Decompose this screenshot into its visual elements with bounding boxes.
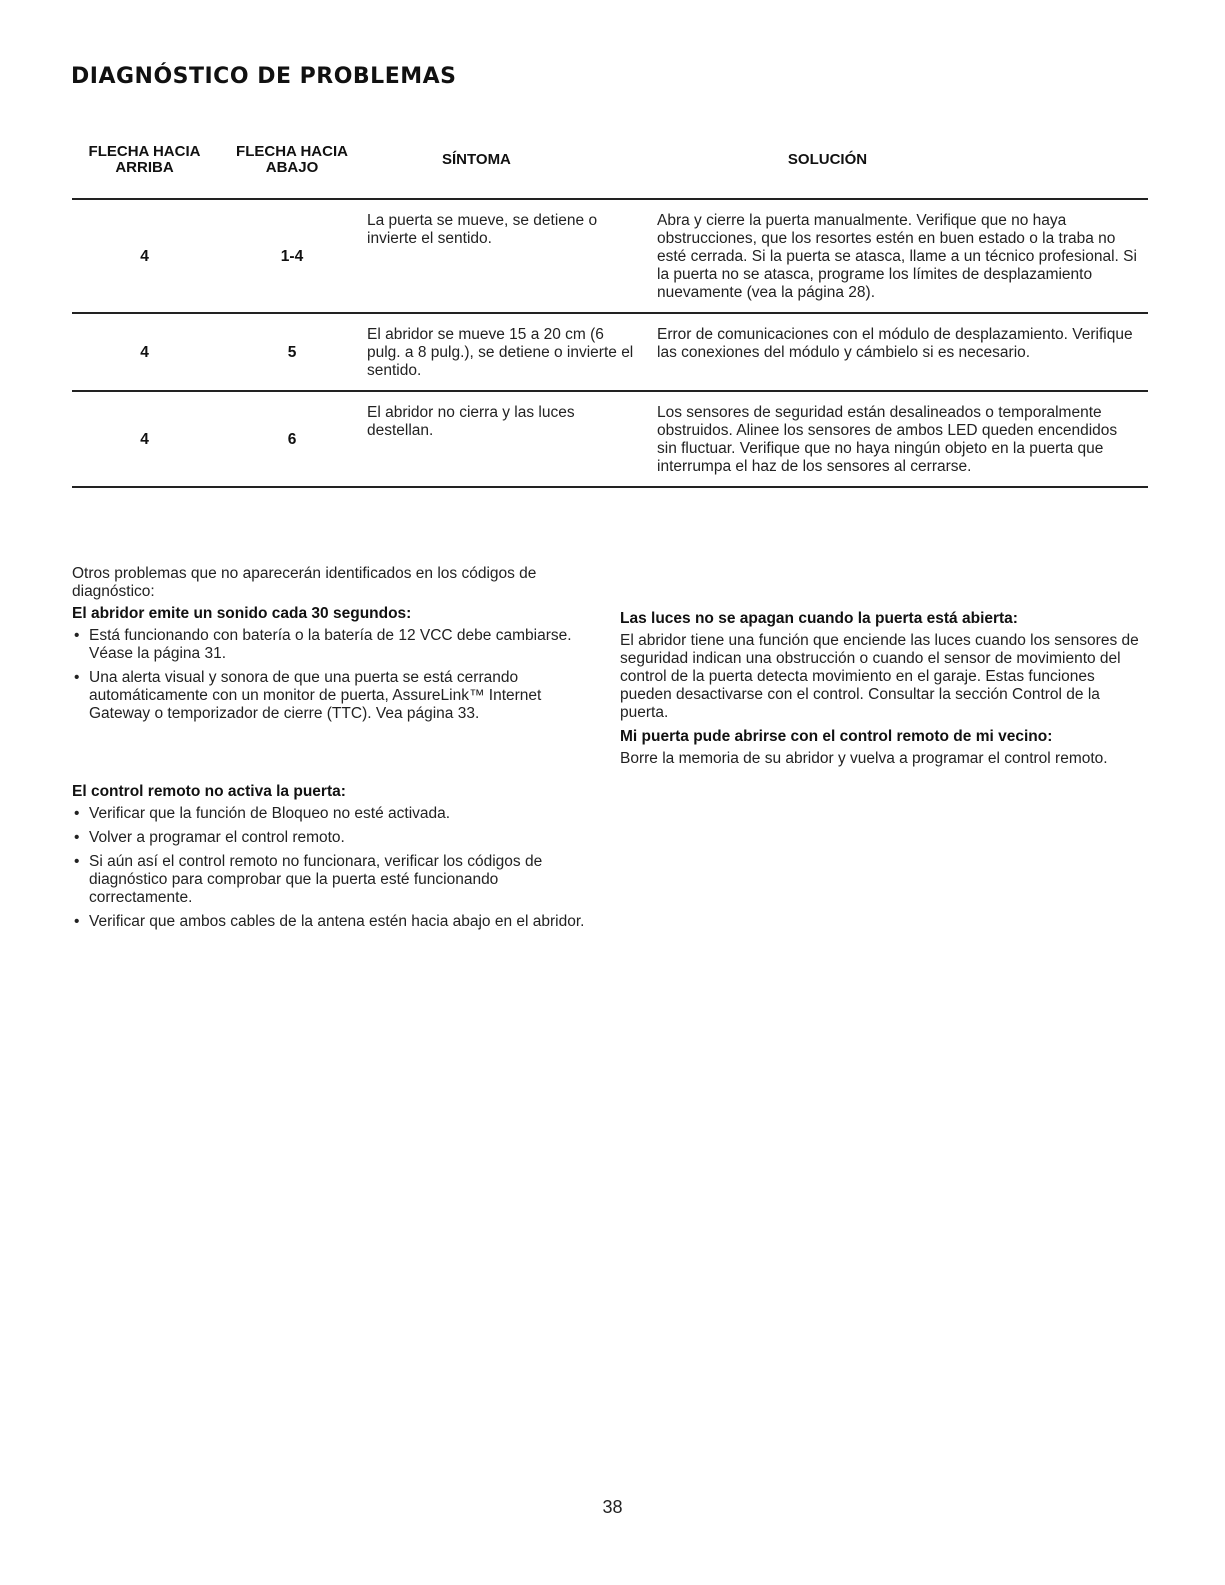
lights-text: El abridor tiene una función que enciende las luces cuando los sensores de seguridad indican una obstrucción o cuando el sensor de movimiento del control de la puerta detecta movimiento en el garaje. Estas funciones pueden desactivarse con el control. Consultar la sección Control de la puerta. (620, 632, 1139, 721)
row-symptom: El abridor no cierra y las luces destellan. (367, 391, 657, 487)
header-arrow-down-line1: FLECHA HACIA (236, 143, 348, 160)
table-row (72, 313, 1148, 391)
list-item (72, 627, 592, 663)
remote-heading: El control remoto no activa la puerta: (72, 783, 346, 800)
row-solution: Abra y cierre la puerta manualmente. Verifique que no haya obstrucciones, que los resortes estén en buen estado o la traba no esté cerrada. Si la puerta se atasca, llame a un técnico profesional. Si la puerta no se atasca, programe los límites de desplazamiento nuevamente (vea la página 28). (657, 199, 1148, 313)
row-solution: Error de comunicaciones con el módulo de desplazamiento. Verifique las conexiones del módulo y cámbielo si es necesario. (657, 313, 1148, 391)
bullet-icon: • (74, 805, 80, 822)
bullet-icon: • (74, 669, 80, 686)
list-item (72, 853, 592, 907)
list-item (72, 805, 592, 823)
list-item (72, 669, 592, 723)
row-symptom: La puerta se mueve, se detiene o invierte el sentido. (367, 199, 657, 313)
list-item (72, 829, 592, 847)
list-item-text: Si aún así el control remoto no funcionara, verificar los códigos de diagnóstico para comprobar que la puerta esté funcionando correctamente. (89, 853, 543, 906)
row-arrow-down-count: 6 (217, 391, 367, 487)
row-arrow-down-count: 5 (217, 313, 367, 391)
row-arrow-up-count: 4 (72, 199, 217, 313)
table-header-row (72, 140, 1148, 199)
bullet-icon: • (74, 829, 80, 846)
beep-heading: El abridor emite un sonido cada 30 segundos: (72, 605, 412, 622)
list-item-text: Verificar que ambos cables de la antena estén hacia abajo en el abridor. (89, 913, 585, 930)
header-arrow-up (72, 140, 217, 199)
header-arrow-up-line2: ARRIBA (115, 159, 174, 176)
row-arrow-up-count: 4 (72, 391, 217, 487)
bullet-icon: • (74, 853, 80, 870)
row-symptom: El abridor se mueve 15 a 20 cm (6 pulg. a 8 pulg.), se detiene o invierte el sentido. (367, 313, 657, 391)
header-arrow-down-line2: ABAJO (265, 159, 319, 176)
row-arrow-down-count: 1-4 (217, 199, 367, 313)
list-item (72, 913, 592, 931)
row-solution: Los sensores de seguridad están desalineados o temporalmente obstruidos. Alinee los sensores de ambos LED queden encendidos sin fluctuar. Verifique que no haya ningún objeto en la puerta que interrumpa el haz de los sensores al cerrarse. (657, 391, 1148, 487)
page-number: 38 (602, 1497, 623, 1517)
row-arrow-up-count: 4 (72, 313, 217, 391)
bullet-icon: • (74, 913, 80, 930)
neighbor-heading: Mi puerta pude abrirse con el control remoto de mi vecino: (620, 728, 1053, 745)
list-item-text: Está funcionando con batería o la batería de 12 VCC debe cambiarse. Véase la página 31. (89, 627, 572, 662)
table-row (72, 199, 1148, 313)
left-column (72, 565, 592, 937)
header-symptom: SÍNTOMA (367, 140, 657, 199)
other-problems-intro: Otros problemas que no aparecerán identificados en los códigos de diagnóstico: (72, 565, 537, 600)
list-item-text: Volver a programar el control remoto. (89, 829, 345, 846)
header-arrow-up-line1: FLECHA HACIA (88, 143, 201, 160)
beep-list (72, 627, 592, 723)
header-solution: SOLUCIÓN (657, 140, 1148, 199)
remote-list (72, 805, 592, 931)
page-title: DIAGNÓSTICO DE PROBLEMAS (71, 64, 457, 89)
header-arrow-down (217, 140, 367, 199)
right-column (620, 610, 1150, 772)
bullet-icon: • (74, 627, 80, 644)
list-item-text: Una alerta visual y sonora de que una puerta se está cerrando automáticamente con un monitor de puerta, AssureLink™ Internet Gateway o temporizador de cierre (TTC). Vea página 33. (89, 669, 542, 722)
lights-heading: Las luces no se apagan cuando la puerta está abierta: (620, 610, 1018, 627)
table-row (72, 391, 1148, 487)
list-item-text: Verificar que la función de Bloqueo no esté activada. (89, 805, 451, 822)
neighbor-text: Borre la memoria de su abridor y vuelva a programar el control remoto. (620, 750, 1108, 767)
diagnostic-table (72, 140, 1148, 488)
